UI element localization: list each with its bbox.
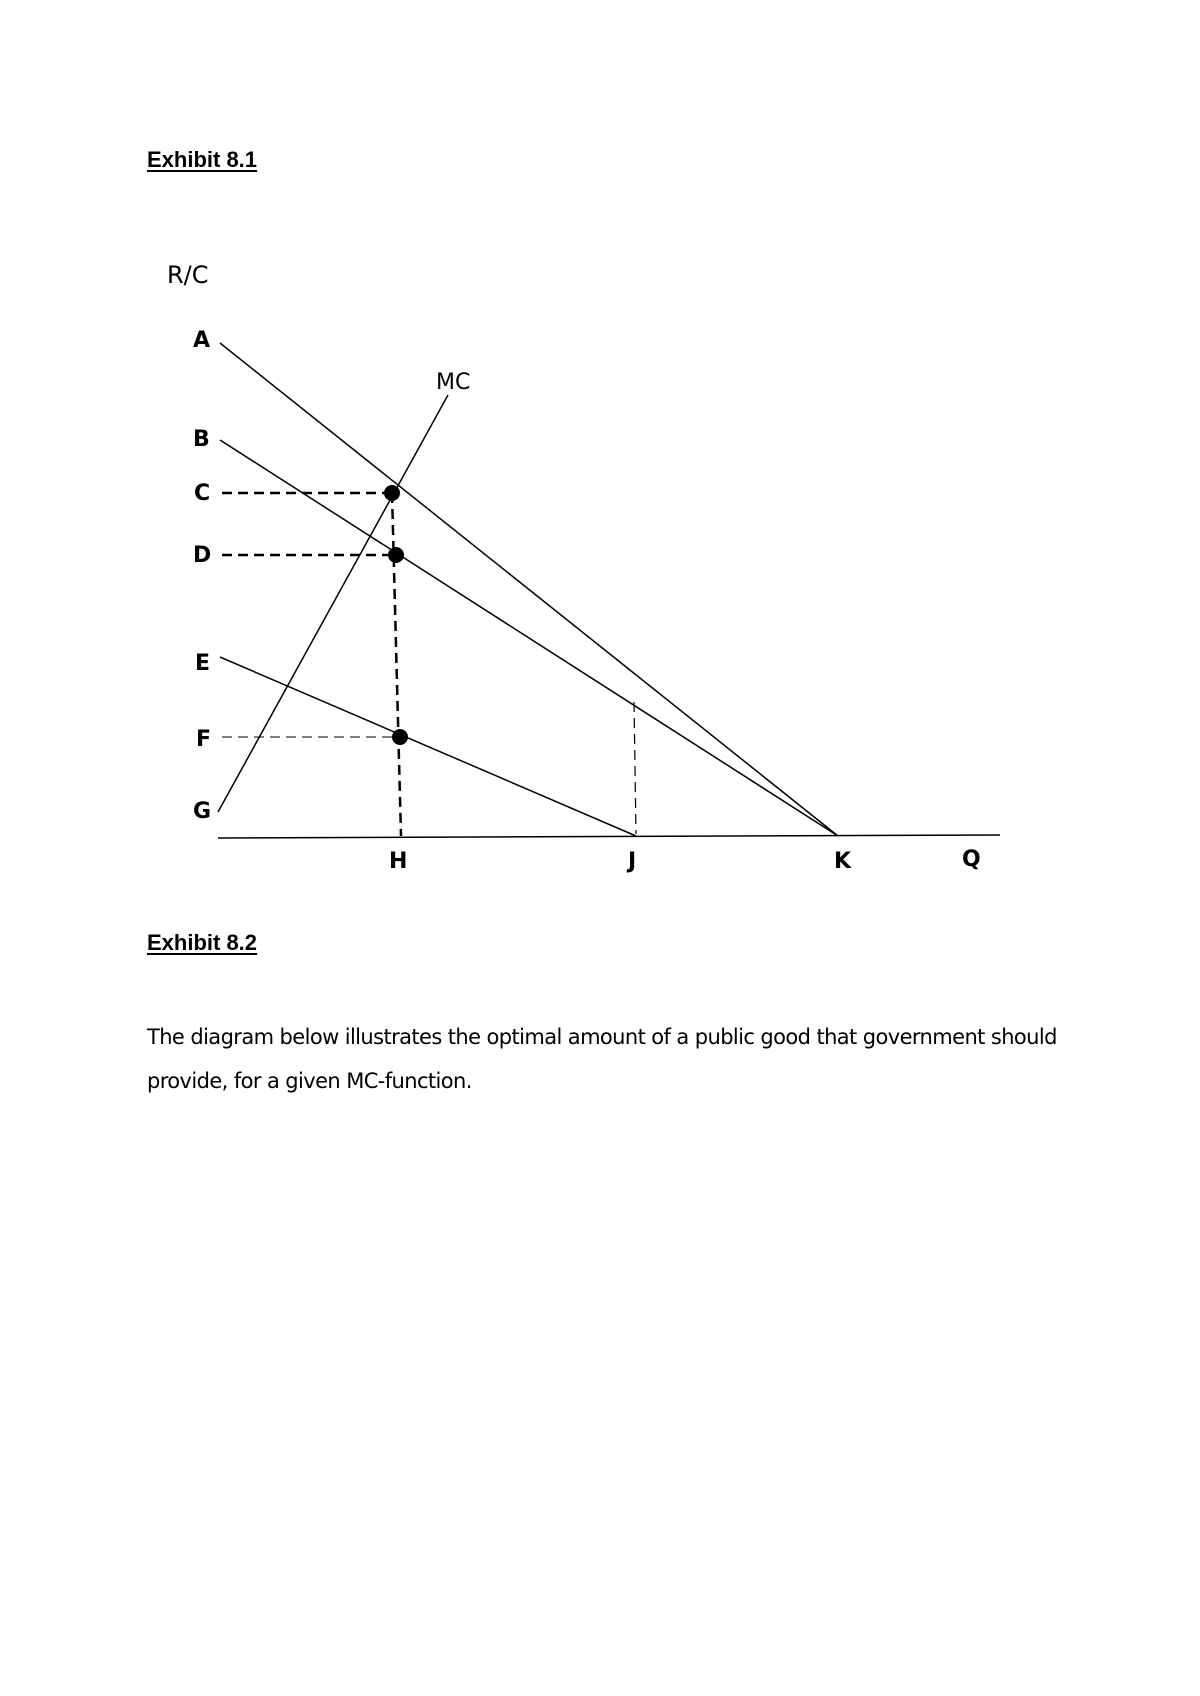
x-label-h: H <box>389 849 408 874</box>
mc-label: MC <box>436 370 471 395</box>
dashed-line-h <box>392 493 401 836</box>
point-f <box>392 729 408 745</box>
exhibit-8-1-heading: Exhibit 8.1 <box>147 147 258 172</box>
y-label-d: D <box>193 543 212 568</box>
point-d <box>388 547 404 563</box>
point-c <box>384 485 400 501</box>
exhibit-8-2-description: The diagram below illustrates the optimal amount of a public good that government should provide, for a given MC-function. <box>147 1025 1057 1093</box>
exhibit-8-2-heading: Exhibit 8.2 <box>147 930 258 955</box>
dashed-line-j <box>634 702 636 834</box>
mc-line <box>218 395 448 812</box>
x-label-k: K <box>834 849 852 874</box>
quantity-axis <box>218 835 1000 838</box>
y-label-a: A <box>193 328 211 353</box>
x-label-j: J <box>628 849 637 874</box>
y-axis-label: R/C <box>167 261 209 289</box>
y-label-b: B <box>193 427 210 452</box>
demand-line-a <box>220 343 838 836</box>
y-label-c: C <box>194 481 211 506</box>
demand-line-b <box>220 440 838 836</box>
y-label-g: G <box>193 799 212 824</box>
x-axis-label: Q <box>962 847 981 872</box>
y-label-e: E <box>195 651 211 676</box>
demand-line-e <box>220 657 636 836</box>
y-label-f: F <box>196 727 212 752</box>
